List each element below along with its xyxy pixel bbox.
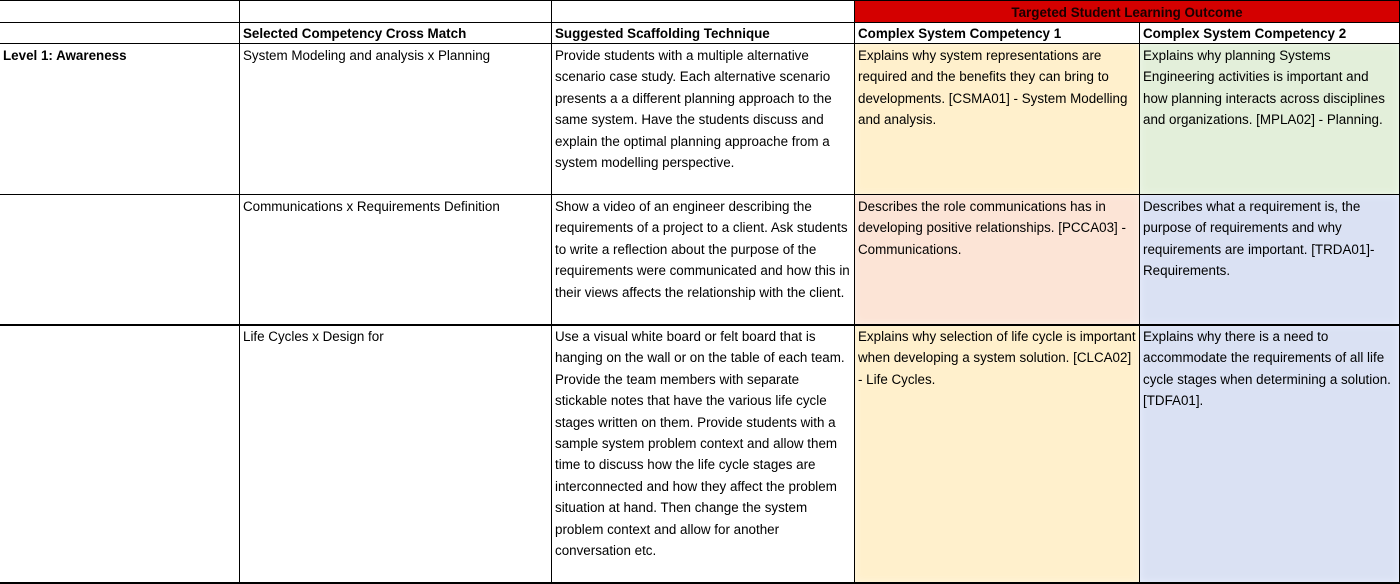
- header-competency-2[interactable]: Complex System Competency 2: [1140, 22, 1399, 43]
- cell-blank-b1[interactable]: [240, 0, 551, 22]
- cell-blank-a5[interactable]: [0, 325, 239, 582]
- cell-blank-a4[interactable]: [0, 195, 239, 324]
- row-3-competency-1[interactable]: Explains why selection of life cycle is important when developing a system solution. [CLCA02] - Life Cycles.: [855, 325, 1139, 582]
- row-3-technique[interactable]: Use a visual white board or felt board that is hanging on the wall or on the table of each team. Provide the team members with separate stickable notes that have the various life cycle stages written on them. Provide students with a sample system problem context and allow them time to discuss how the life cycle stages are interconnected and how they affect the problem situation at hand. Then change the system problem context and allow for another conversation etc.: [555, 329, 845, 559]
- row-1-cross-match[interactable]: System Modeling and analysis x Planning: [243, 48, 491, 63]
- grid-line: [0, 0, 1400, 1]
- grid-line: [0, 43, 1400, 44]
- row-1-competency-2[interactable]: Explains why planning Systems Engineering activities is important and how planning interacts across disciplines and organizations. [MPLA02] - Planning.: [1140, 44, 1399, 194]
- cell-blank-a2[interactable]: [0, 23, 239, 43]
- row-2-cross-match[interactable]: Communications x Requirements Definition: [243, 199, 500, 214]
- grid-line: [0, 194, 1400, 195]
- header-cross-match[interactable]: Selected Competency Cross Match: [240, 22, 551, 43]
- grid-line: [0, 324, 1400, 326]
- row-1-competency-1[interactable]: Explains why system representations are required and the benefits they can bring to developments. [CSMA01] - System Modelling and analysis.: [855, 44, 1139, 194]
- header-technique[interactable]: Suggested Scaffolding Technique: [552, 22, 854, 43]
- outcome-banner[interactable]: Targeted Student Learning Outcome: [855, 1, 1399, 22]
- header-competency-1[interactable]: Complex System Competency 1: [855, 22, 1139, 43]
- cell-blank-c1[interactable]: [552, 0, 854, 22]
- row-3-competency-2[interactable]: Explains why there is a need to accommodate the requirements of all life cycle stages when determining a solution. [TDFA01].: [1140, 325, 1399, 582]
- row-3-cross-match[interactable]: Life Cycles x Design for: [243, 329, 384, 344]
- cell-blank-a1[interactable]: [0, 0, 239, 22]
- grid-line: [0, 22, 1400, 23]
- row-2-competency-1[interactable]: Describes the role communications has in developing positive relationships. [PCCA03] - Communications.: [855, 195, 1139, 324]
- row-1-technique[interactable]: Provide students with a multiple alternative scenario case study. Each alternative scenario presents a a different planning approach to the same system. Have the students discuss and explain the optimal planning approache from a system modelling perspective.: [555, 48, 832, 171]
- grid-line: [1139, 22, 1140, 584]
- grid-line: [239, 0, 240, 584]
- row-2-technique[interactable]: Show a video of an engineer describing the requirements of a project to a client. Ask students to write a reflection about the purpose of the requirements were communicated and how this in their views affects the relationship with the client.: [555, 199, 850, 300]
- grid-line: [854, 0, 855, 584]
- level-label[interactable]: Level 1: Awareness: [3, 48, 127, 63]
- row-2-competency-2[interactable]: Describes what a requirement is, the purpose of requirements and why requirements are important. [TRDA01]- Requirements.: [1140, 195, 1399, 324]
- grid-line: [551, 0, 552, 584]
